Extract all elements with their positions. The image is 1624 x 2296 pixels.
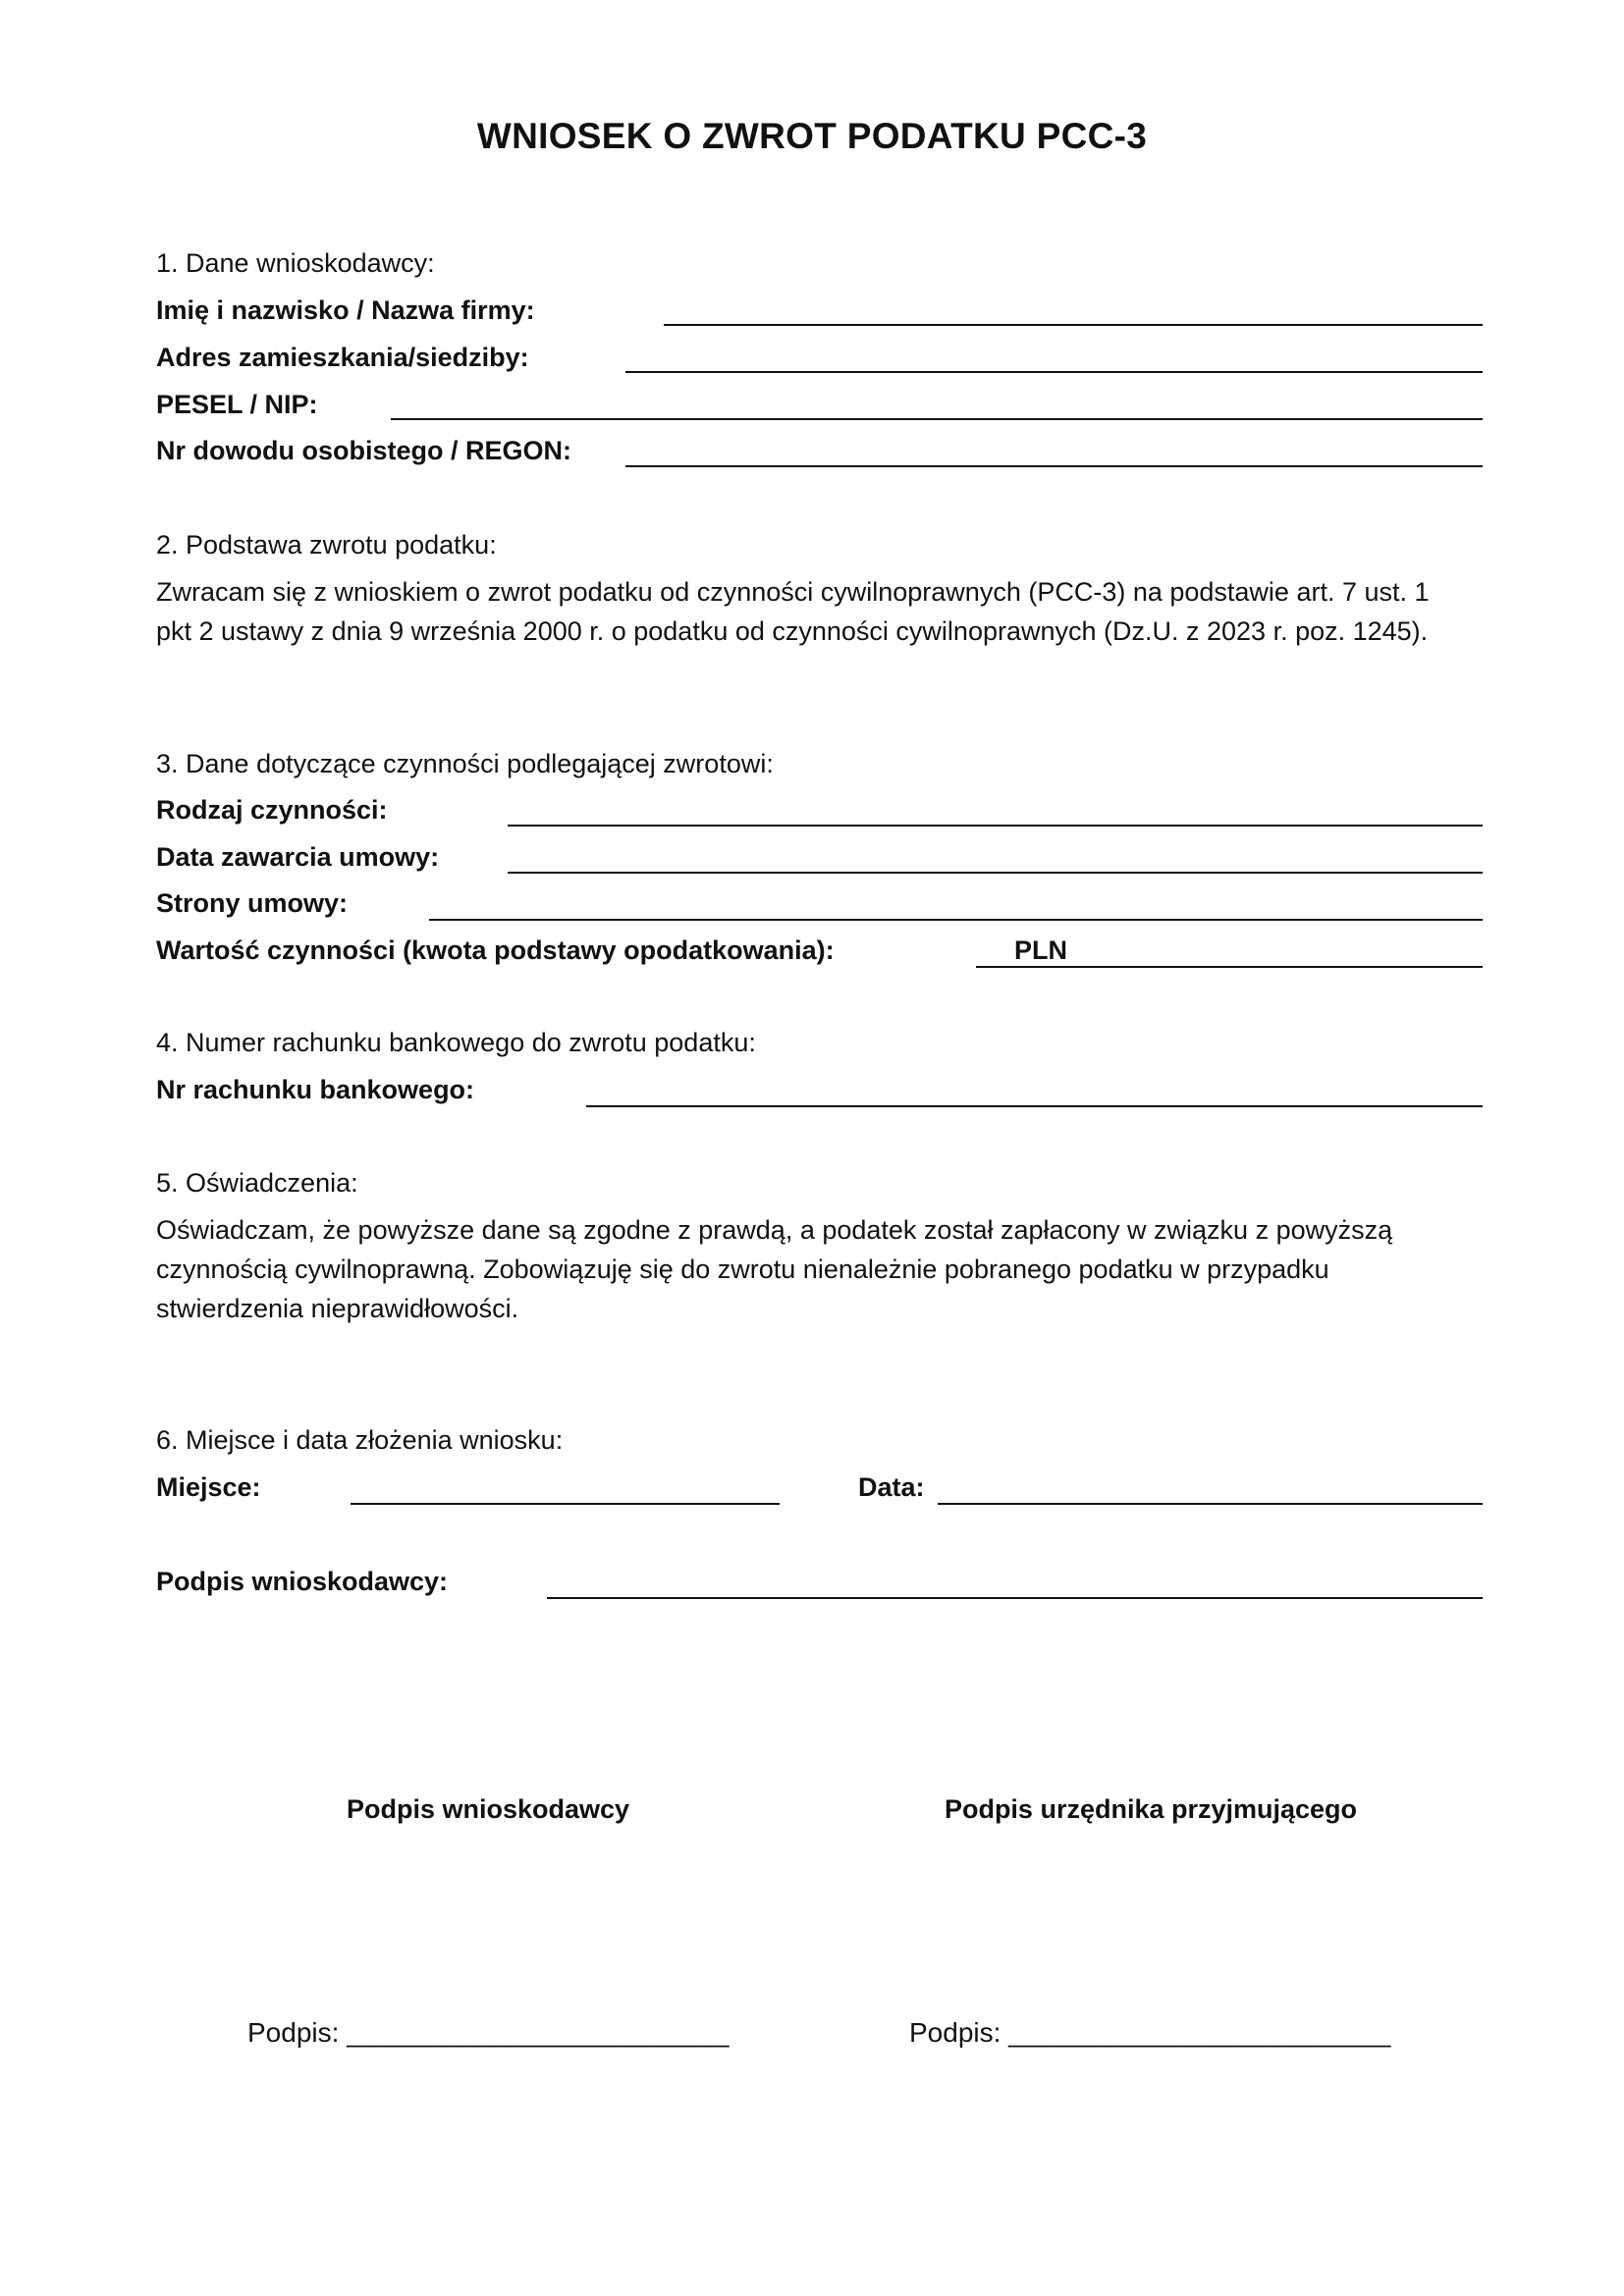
name-field[interactable] (664, 324, 1483, 326)
activity-type-field[interactable] (508, 825, 1483, 827)
name-label: Imię i nazwisko / Nazwa firmy: (156, 295, 535, 325)
declaration-line-2: czynnością cywilnoprawną. Zobowiązuję się do zwrotu nienależnie pobranego podatku w przypadku (156, 1255, 1329, 1284)
address-field[interactable] (625, 371, 1483, 373)
submission-date-field[interactable] (938, 1503, 1483, 1505)
official-sign-line[interactable]: Podpis: _________________________ (909, 2017, 1391, 2048)
section2-heading: 2. Podstawa zwrotu podatku: (156, 530, 497, 560)
declaration-line-3: stwierdzenia nieprawidłowości. (156, 1294, 519, 1323)
bank-account-field[interactable] (586, 1105, 1483, 1107)
id-regon-label: Nr dowodu osobistego / REGON: (156, 436, 571, 465)
declaration-paragraph (156, 1210, 1392, 1328)
legal-basis-line-1: Zwracam się z wnioskiem o zwrot podatku od czynności cywilnoprawnych (PCC-3) na podstawie art. 7 ust. 1 (156, 577, 1430, 607)
contract-parties-field[interactable] (429, 919, 1483, 921)
contract-parties-label: Strony umowy: (156, 888, 349, 918)
section1-heading: 1. Dane wnioskodawcy: (156, 248, 435, 278)
section6-heading: 6. Miejsce i data złożenia wniosku: (156, 1425, 564, 1455)
place-label: Miejsce: (156, 1472, 261, 1502)
submission-date-label: Data: (858, 1472, 925, 1502)
applicant-signature-field[interactable] (547, 1597, 1483, 1599)
contract-date-field[interactable] (508, 872, 1483, 874)
applicant-sign-line[interactable]: Podpis: _________________________ (247, 2017, 730, 2048)
address-label: Adres zamieszkania/siedziby: (156, 343, 529, 372)
legal-basis-paragraph (156, 572, 1430, 651)
document-title: WNIOSEK O ZWROT PODATKU PCC-3 (476, 116, 1148, 156)
activity-type-label: Rodzaj czynności: (156, 795, 388, 825)
section5-heading: 5. Oświadczenia: (156, 1168, 358, 1198)
contract-date-label: Data zawarcia umowy: (156, 842, 440, 872)
id-regon-field[interactable] (625, 465, 1483, 467)
declaration-line-1: Oświadczam, że powyższe dane są zgodne z prawdą, a podatek został zapłacony w związku z powyższą (156, 1215, 1393, 1245)
place-field[interactable] (351, 1503, 780, 1505)
official-signature-heading: Podpis urzędnika przyjmującego (944, 1794, 1358, 1824)
bank-account-label: Nr rachunku bankowego: (156, 1075, 475, 1104)
section4-heading: 4. Numer rachunku bankowego do zwrotu podatku: (156, 1028, 756, 1057)
activity-value-field[interactable] (976, 966, 1483, 968)
pesel-nip-field[interactable] (391, 418, 1483, 420)
applicant-signature-label: Podpis wnioskodawcy: (156, 1567, 449, 1596)
applicant-signature-heading: Podpis wnioskodawcy (346, 1794, 630, 1824)
section3-heading: 3. Dane dotyczące czynności podlegającej zwrotowi: (156, 749, 774, 778)
legal-basis-line-2: pkt 2 ustawy z dnia 9 września 2000 r. o podatku od czynności cywilnoprawnych (Dz.U. z 2023 r. poz. 1245). (156, 616, 1429, 646)
activity-value-label: Wartość czynności (kwota podstawy opodatkowania): (156, 935, 835, 965)
currency-label: PLN (1014, 935, 1067, 965)
pesel-nip-label: PESEL / NIP: (156, 390, 318, 419)
